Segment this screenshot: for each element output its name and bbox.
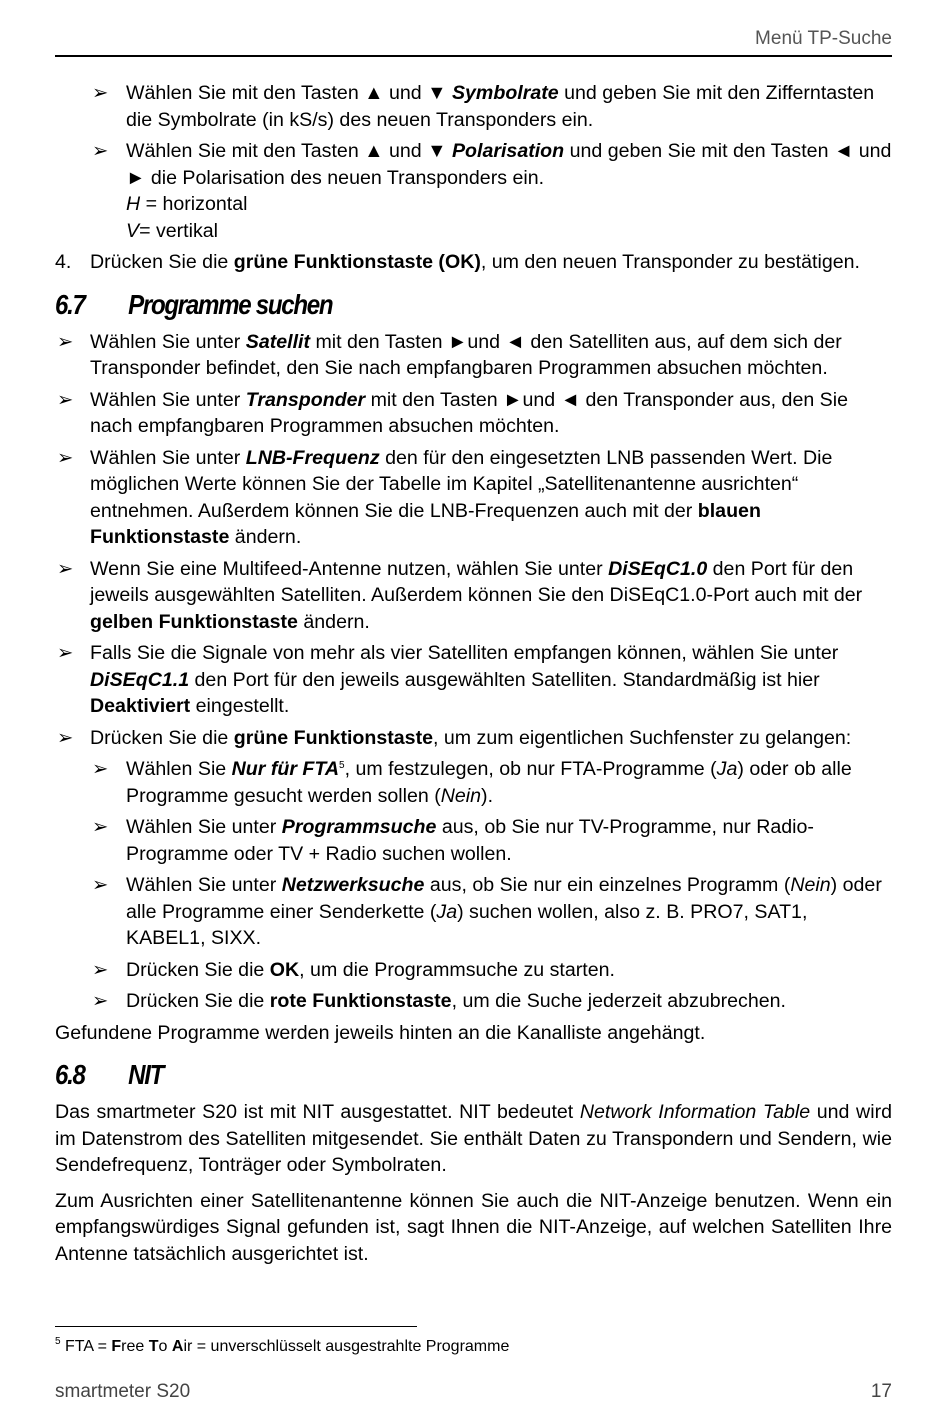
list-item: ➢ Wählen Sie unter Satellit mit den Tasten ►und ◄ den Satelliten aus, auf dem sich der Transponder befindet, den Sie nach empfangbaren Programmen absuchen möchten. (57, 330, 842, 379)
menu-term: Programmsuche (281, 816, 437, 838)
arrow-bullet-icon: ➢ (57, 330, 74, 353)
arrow-bullet-icon: ➢ (57, 446, 74, 469)
arrow-bullet-icon: ➢ (57, 726, 74, 749)
arrow-bullet-icon: ➢ (92, 816, 109, 838)
paragraph: Zum Ausrichten einer Satellitenantenne können Sie auch die NIT-Anzeige benutzen. Wenn ein empfangswürdiges Signal gefunden ist, sagt Ihnen die NIT-Anzeige, auf welchen Satelliten Ihre Antenne tatsächlich ausgerichtet ist. (55, 1189, 892, 1265)
section-number: 6.7 (55, 288, 85, 320)
arrow-bullet-icon: ➢ (57, 557, 74, 580)
product-name: smartmeter S20 (55, 1381, 191, 1402)
footnote-ref: 5 (339, 760, 345, 771)
arrow-bullet-icon: ➢ (92, 958, 109, 981)
arrow-bullet-icon: ➢ (92, 82, 109, 104)
menu-term: Nur für FTA (231, 758, 340, 780)
menu-term: DiSEqC1.1 (90, 668, 190, 691)
list-item: ➢ Wählen Sie mit den Tasten ▲ und ▼ Symbolrate und geben Sie mit den Zifferntasten die Symbolrate (in kS/s) des neuen Transponders ein. (92, 82, 875, 131)
arrow-bullet-icon: ➢ (92, 758, 109, 780)
sub-list-item: ➢ Wählen Sie unter Netzwerksuche aus, ob Sie nur ein einzelnes Programm (Nein) oder alle Programme einer Senderkette (Ja) suchen wollen, also z. B. PRO7, SAT1, KABEL1, SIXX. (92, 874, 882, 949)
section-title: Programme suchen (128, 288, 333, 320)
section-heading (55, 289, 775, 321)
footnote-divider (55, 1326, 417, 1327)
step-number: 4. (55, 251, 72, 273)
arrow-bullet-icon: ➢ (57, 388, 74, 411)
list-item: ➢ Wenn Sie eine Multifeed-Antenne nutzen, wählen Sie unter DiSEqC1.0 den Port für den jeweils ausgewählten Satelliten. Außerdem können Sie den DiSEqC1.0-Port auch mit der gelben Funktionstaste ändern. (57, 557, 863, 633)
list-item: ➢ Wählen Sie unter LNB-Frequenz den für den eingesetzten LNB passenden Wert. Die möglichen Werte können Sie der Tabelle im Kapitel „Satellitenantenne ausrichten“ entnehmen. Außerdem können Sie die LNB-Frequenzen auch mit der blauen Funktionstaste ändern. (57, 446, 833, 548)
running-header (55, 27, 892, 57)
list-item: ➢ Wählen Sie mit den Tasten ▲ und ▼ Polarisation und geben Sie mit den Tasten ◄ und ► die Polarisation des neuen Transponders ein. H = horizontal V= vertikal (55, 138, 892, 244)
section-title: Menü TP-Suche (755, 28, 892, 49)
section-heading (55, 1059, 775, 1091)
menu-term: Polarisation (451, 140, 565, 162)
arrow-bullet-icon: ➢ (92, 990, 109, 1012)
polarisation-vertical: V= vertikal (126, 219, 219, 242)
menu-term: Symbolrate (451, 82, 559, 104)
page-number: 17 (870, 1381, 892, 1402)
paragraph: Gefundene Programme werden jeweils hinten an die Kanalliste angehängt. (55, 1021, 706, 1044)
menu-term: LNB-Frequenz (245, 446, 380, 469)
sub-list-item: ➢ Drücken Sie die rote Funktionstaste, um die Suche jederzeit abzubrechen. (55, 988, 892, 1015)
menu-term: Netzwerksuche (281, 874, 425, 896)
list-item: ➢ Drücken Sie die grüne Funktionstaste, um zum eigentlichen Suchfenster zu gelangen: (55, 725, 892, 752)
section-title: NIT (128, 1059, 164, 1090)
arrow-bullet-icon: ➢ (57, 642, 74, 664)
footnote-number: 5 (55, 1336, 61, 1347)
paragraph: Das smartmeter S20 ist mit NIT ausgestattet. NIT bedeutet Network Information Table und wird im Datenstrom des Satelliten mitgesendet. Sie enthält Daten zu Transpondern und Sendern, wie Sendefrequenz, Tonträger oder Symbolraten. (55, 1101, 892, 1176)
arrow-bullet-icon: ➢ (92, 874, 109, 896)
menu-term: DiSEqC1.0 (608, 557, 708, 580)
arrow-bullet-icon: ➢ (92, 140, 109, 162)
footnote: $^5$ FTA = Free To Air = unverschlüsselt ausgestrahlte Programme (55, 1336, 510, 1355)
sub-list-item: ➢ Drücken Sie die OK, um die Programmsuche zu starten. (55, 957, 892, 984)
menu-term: Satellit (245, 330, 310, 353)
section-number: 6.8 (55, 1059, 85, 1090)
sub-list-item: ➢ Wählen Sie Nur für FTA$^5$, um festzulegen, ob nur FTA-Programme (Ja) oder ob alle Programme gesucht werden sollen (Nein). (92, 758, 852, 807)
menu-term: Transponder (245, 388, 366, 411)
page-body (55, 80, 892, 1276)
list-item: ➢ Wählen Sie unter Transponder mit den Tasten ►und ◄ den Transponder aus, den Sie nach empfangbaren Programmen absuchen möchten. (57, 388, 849, 437)
polarisation-horizontal: H = horizontal (126, 193, 248, 215)
numbered-step: 4. Drücken Sie die grüne Funktionstaste (OK), um den neuen Transponder zu bestätigen. (55, 249, 892, 276)
sub-list-item: ➢ Wählen Sie unter Programmsuche aus, ob Sie nur TV-Programme, nur Radio-Programme oder TV + Radio suchen wollen. (92, 816, 814, 865)
list-item: ➢ Falls Sie die Signale von mehr als vier Satelliten empfangen können, wählen Sie unter DiSEqC1.1 den Port für den jeweils ausgewählten Satelliten. Standardmäßig ist hier Deaktiviert eingestellt. (57, 642, 839, 717)
